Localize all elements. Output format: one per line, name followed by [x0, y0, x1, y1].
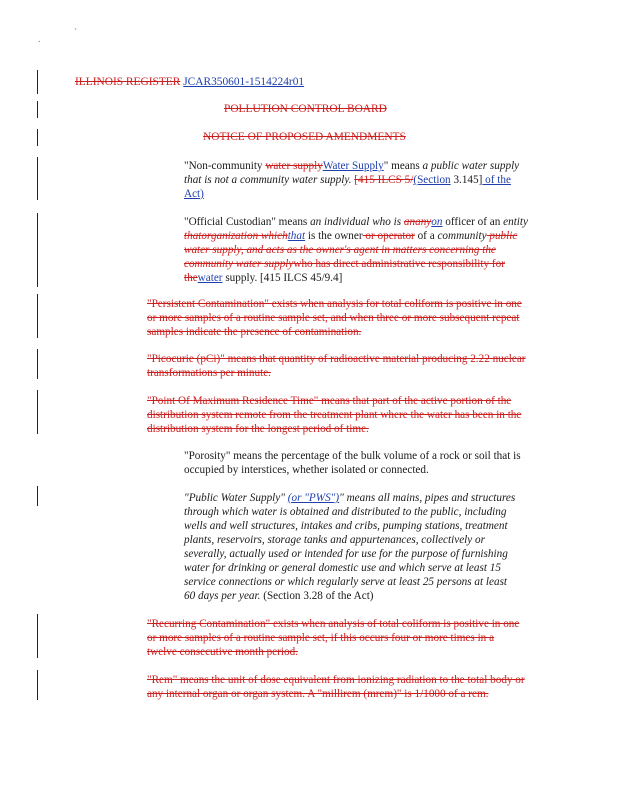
stray-mark: `	[74, 27, 77, 37]
text: " means	[383, 160, 423, 172]
pws-line	[184, 505, 506, 519]
statutory-text: a public water supply	[422, 160, 520, 172]
custodian-line	[184, 257, 505, 271]
change-bar	[37, 486, 38, 506]
deleted-text: water supply	[265, 160, 323, 172]
inserted-text: that	[287, 230, 306, 242]
board-title: POLLUTION CONTROL BOARD	[224, 103, 387, 115]
recurring-line: twelve consecutive month period.	[147, 646, 298, 658]
custodian-line	[184, 229, 517, 243]
deleted-text: ILLINOIS REGISTER	[75, 76, 181, 88]
deleted-text: an	[403, 216, 416, 228]
inserted-text: (or "PWS")	[287, 492, 340, 504]
statutory-text: plants, reservoirs, storage tanks and appurtenances, collectively or	[184, 534, 485, 546]
pws-line	[184, 547, 508, 561]
statutory-text: 60 days per year.	[184, 590, 261, 602]
recurring-line: "Recurring Contamination" exists when analysis of total coliform is positive in one	[147, 618, 520, 630]
change-bar	[37, 213, 38, 287]
statutory-text: wells and well structures, intakes and cribs, pumping stations, treatment	[184, 520, 508, 532]
persistent-line: samples indicate the presence of contamination.	[147, 326, 362, 338]
porosity-line: "Porosity" means the percentage of the bulk volume of a rock or soil that is	[184, 450, 521, 462]
text: of a	[414, 230, 438, 242]
deleted-text: or operator	[362, 230, 415, 242]
inserted-text: (Section	[413, 174, 451, 186]
text: (Section 3.28 of the Act)	[260, 590, 374, 602]
deleted-text: who has direct administrative responsibility for	[293, 258, 505, 270]
statutory-text: water for drinking or general domestic use and which serve at least 15	[184, 562, 501, 574]
pws-line	[184, 589, 374, 603]
deleted-text: any	[415, 216, 432, 228]
change-bar	[37, 129, 38, 146]
deleted-text: community water supply	[184, 258, 294, 270]
text: supply. [415 ILCS 45/9.4]	[222, 272, 343, 284]
change-bar	[37, 294, 38, 338]
change-bar	[37, 101, 38, 118]
pws-line	[184, 575, 507, 589]
change-bar	[37, 70, 38, 94]
custodian-line	[184, 215, 528, 229]
notice-title: NOTICE OF PROPOSED AMENDMENTS	[203, 131, 406, 143]
statutory-text: "Public Water Supply"	[184, 492, 288, 504]
change-bar	[37, 390, 38, 434]
change-bar	[37, 614, 38, 658]
deleted-text: the	[184, 272, 198, 284]
inserted-text: water	[197, 272, 223, 284]
pws-line	[184, 519, 508, 533]
deleted-text: that	[184, 230, 202, 242]
pws-line	[184, 561, 501, 575]
deleted-text: water supply, and acts as the owner's agent in matters concerning the	[184, 244, 496, 256]
residence-line: "Point Of Maximum Residence Time" means that part of the active portion of the	[147, 395, 512, 407]
statutory-text: through which water is obtained and distributed to the public, including	[184, 506, 507, 518]
inserted-text: of the	[482, 174, 511, 186]
deleted-text: public	[486, 230, 518, 242]
noncommunity-line	[184, 187, 204, 201]
custodian-line	[184, 243, 496, 257]
statutory-text: an individual who is	[310, 216, 404, 228]
statutory-text: entity	[503, 216, 528, 228]
statutory-text: severally, actually used or intended for use for the purpose of furnishing	[184, 548, 508, 560]
text: is the owner	[305, 230, 363, 242]
noncommunity-line	[184, 159, 519, 173]
pws-line	[184, 533, 485, 547]
statutory-text: that is not a community water supply.	[184, 174, 352, 186]
inserted-text: Water Supply	[322, 160, 384, 172]
deleted-text: organization which	[201, 230, 288, 242]
noncommunity-line	[184, 173, 511, 187]
statutory-text: service connections or which regularly serve at least 25 persons at least	[184, 576, 508, 588]
stray-mark: .	[38, 34, 41, 44]
statutory-text: community	[437, 230, 487, 242]
change-bar	[37, 157, 38, 200]
residence-line: distribution system remote from the treatment plant where the water has been in the	[147, 409, 522, 421]
change-bar	[37, 670, 38, 700]
custodian-line	[184, 271, 342, 285]
persistent-line: "Persistent Contamination" exists when analysis for total coliform is positive in one	[147, 298, 522, 310]
text: 3.145]	[453, 174, 483, 186]
rem-line: any internal organ or organ system. A "millirem (mrem)" is 1/1000 of a rem.	[147, 688, 489, 700]
picocurie-line: transformations per minute.	[147, 367, 271, 379]
document-id: JCAR350601-1514224r01	[183, 76, 305, 88]
pws-line	[184, 491, 515, 505]
text: "Official Custodian" means	[184, 216, 311, 228]
deleted-text: [415 ILCS 5/	[354, 174, 414, 186]
change-bar	[37, 349, 38, 379]
persistent-line: or more samples of a routine sample set, and when three or more subsequent repeat	[147, 312, 520, 324]
residence-line: distribution system for the longest period of time.	[147, 423, 369, 435]
statutory-text: " means all mains, pipes and structures	[339, 492, 516, 504]
inserted-text: on	[431, 216, 443, 228]
register-header	[75, 75, 304, 89]
text: officer of an	[442, 216, 504, 228]
picocurie-line: "Picocurie (pCi)" means that quantity of radioactive material producing 2.22 nuclear	[147, 353, 526, 365]
text: "Non-community	[184, 160, 266, 172]
porosity-line: occupied by interstices, whether isolated or connected.	[184, 464, 429, 476]
recurring-line: or more samples of a routine sample set, if this occurs four or more times in a	[147, 632, 495, 644]
rem-line: "Rem" means the unit of dose equivalent from ionizing radiation to the total body or	[147, 674, 525, 686]
inserted-text: Act)	[184, 188, 204, 200]
